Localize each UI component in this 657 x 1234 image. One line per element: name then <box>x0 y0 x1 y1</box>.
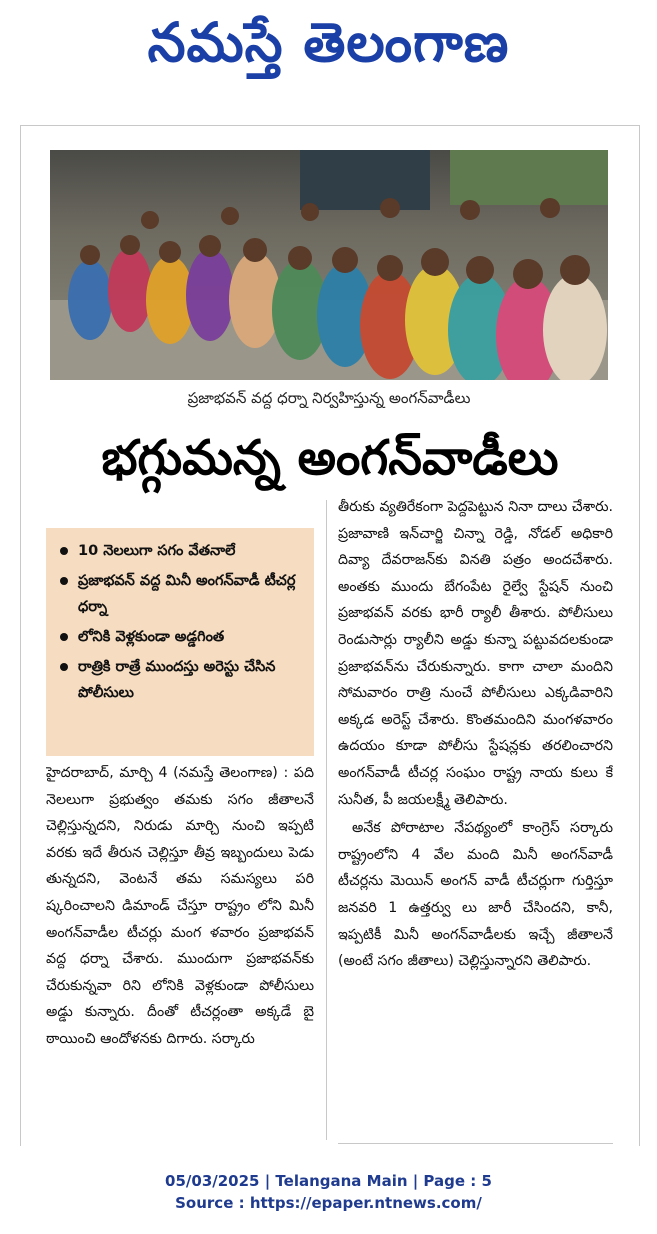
body-paragraph: తీరుకు వ్యతిరేకంగా పెద్దపెట్టున నినా దాలు చేశారు. ప్రజావాణి ఇన్‌చార్జి చిన్నా రెడ్డి, నోడల్ అధికారి దివ్యా దేవరాజన్‌కు వినతి పత్రం అందచేశారు. అంతకు ముందు బేగంపేట రైల్వే స్టేషన్ నుంచి ప్రజాభవన్ వరకు భారీ ర్యాలీ తీశారు. పోలీసులు రెండుసార్లు ర్యాలీని అడ్డు కున్నా పట్టువదలకుండా ప్రజాభవన్‌ను చేరుకున్నారు. కాగా చాలా మందిని సోమవారం రాత్రి నుంచే పోలీసులు ఎక్కడివారిని అక్కడ అరెస్ట్ చేశారు. కొంతమందిని మంగళవారం ఉదయం కూడా పోలీసు స్టేషన్లకు తరలించారని అంగన్‌వాడీ టీచర్ల సంఘం రాష్ట్ర నాయ కులు కే సునీత, పీ జయలక్ష్మీ తెలిపారు. <box>338 499 613 808</box>
highlights-box <box>46 528 314 756</box>
bullet-icon <box>60 663 68 671</box>
highlight-item: రాత్రికి రాత్రే ముందస్తు అరెస్టు చేసిన పోలీసులు <box>58 654 306 706</box>
newspaper-logo: నమస్తే తెలంగాణ <box>147 11 510 74</box>
article-headline: భగ్గుమన్న అంగన్‌వాడీలు <box>101 430 559 486</box>
edition-info: 05/03/2025 | Telangana Main | Page : 5 <box>165 1172 492 1190</box>
bullet-icon <box>60 577 68 585</box>
bullet-icon <box>60 547 68 555</box>
highlight-item: 10 నెలలుగా సగం వేతనాలే <box>58 538 306 564</box>
protest-crowd-photo <box>50 150 608 380</box>
masthead <box>0 0 657 100</box>
source-link[interactable]: Source : https://epaper.ntnews.com/ <box>175 1194 482 1212</box>
highlight-item: ప్రజాభవన్ వద్ద మినీ అంగన్‌వాడీ టీచర్ల ధర్నా <box>58 568 306 620</box>
article-body-right-column <box>338 494 613 1140</box>
photo-caption: ప్రజాభవన్ వద్ద ధర్నా నిర్వహిస్తున్న అంగన్‌వాడీలు <box>187 389 471 407</box>
highlight-item: లోనికి వెళ్లకుండా అడ్డగింత <box>58 624 306 650</box>
edition-footer <box>0 1170 657 1214</box>
article-end-rule <box>338 1143 613 1144</box>
column-divider <box>326 500 327 1140</box>
body-paragraph: అనేక పోరాటాల నేపథ్యంలో కాంగ్రెస్ సర్కారు రాష్ట్రంలోని 4 వేల మంది మినీ అంగన్‌వాడీ టీచర్లను మెయిన్ అంగన్ వాడీ టీచర్లుగా గుర్తిస్తూ జనవరి 1 ఉత్తర్వు లు జారీ చేసిందని, కానీ, ఇప్పటికీ మినీ అంగన్‌వాడీలకు ఇచ్చే జీతాలనే (అంటే సగం జీతాలు) చెల్లిస్తున్నారని తెలిపారు. <box>338 820 613 970</box>
photo-illustration <box>50 150 608 380</box>
body-paragraph: హైదరాబాద్, మార్చి 4 (నమస్తే తెలంగాణ) : పది నెలలుగా ప్రభుత్వం తమకు సగం జీతాలనే చెల్లిస్తున్నదని, నిరుడు మార్చి నుంచి ఇప్పటి వరకు ఇదే తీరున చెల్లిస్తూ తీవ్ర ఇబ్బందులు పెడు తున్నదని, వెంటనే తమ సమస్యలు పరి ష్కరించాలని డిమాండ్ చేస్తూ రాష్ట్రం లోని మినీ అంగన్‌వాడీల టీచర్లు మంగ ళవారం ప్రజాభవన్ వద్ద ధర్నా చేశారు. ముందుగా ప్రజాభవన్‌కు చేరుకున్నవా రిని లోనికి వెళ్లకుండా పోలీసులు అడ్డు కున్నారు. దీంతో టీచర్లంతా అక్కడే బై ఠాయించి ఆందోళనకు దిగారు. సర్కారు <box>46 765 314 1047</box>
article-body-left-column <box>46 760 314 1140</box>
bullet-icon <box>60 633 68 641</box>
